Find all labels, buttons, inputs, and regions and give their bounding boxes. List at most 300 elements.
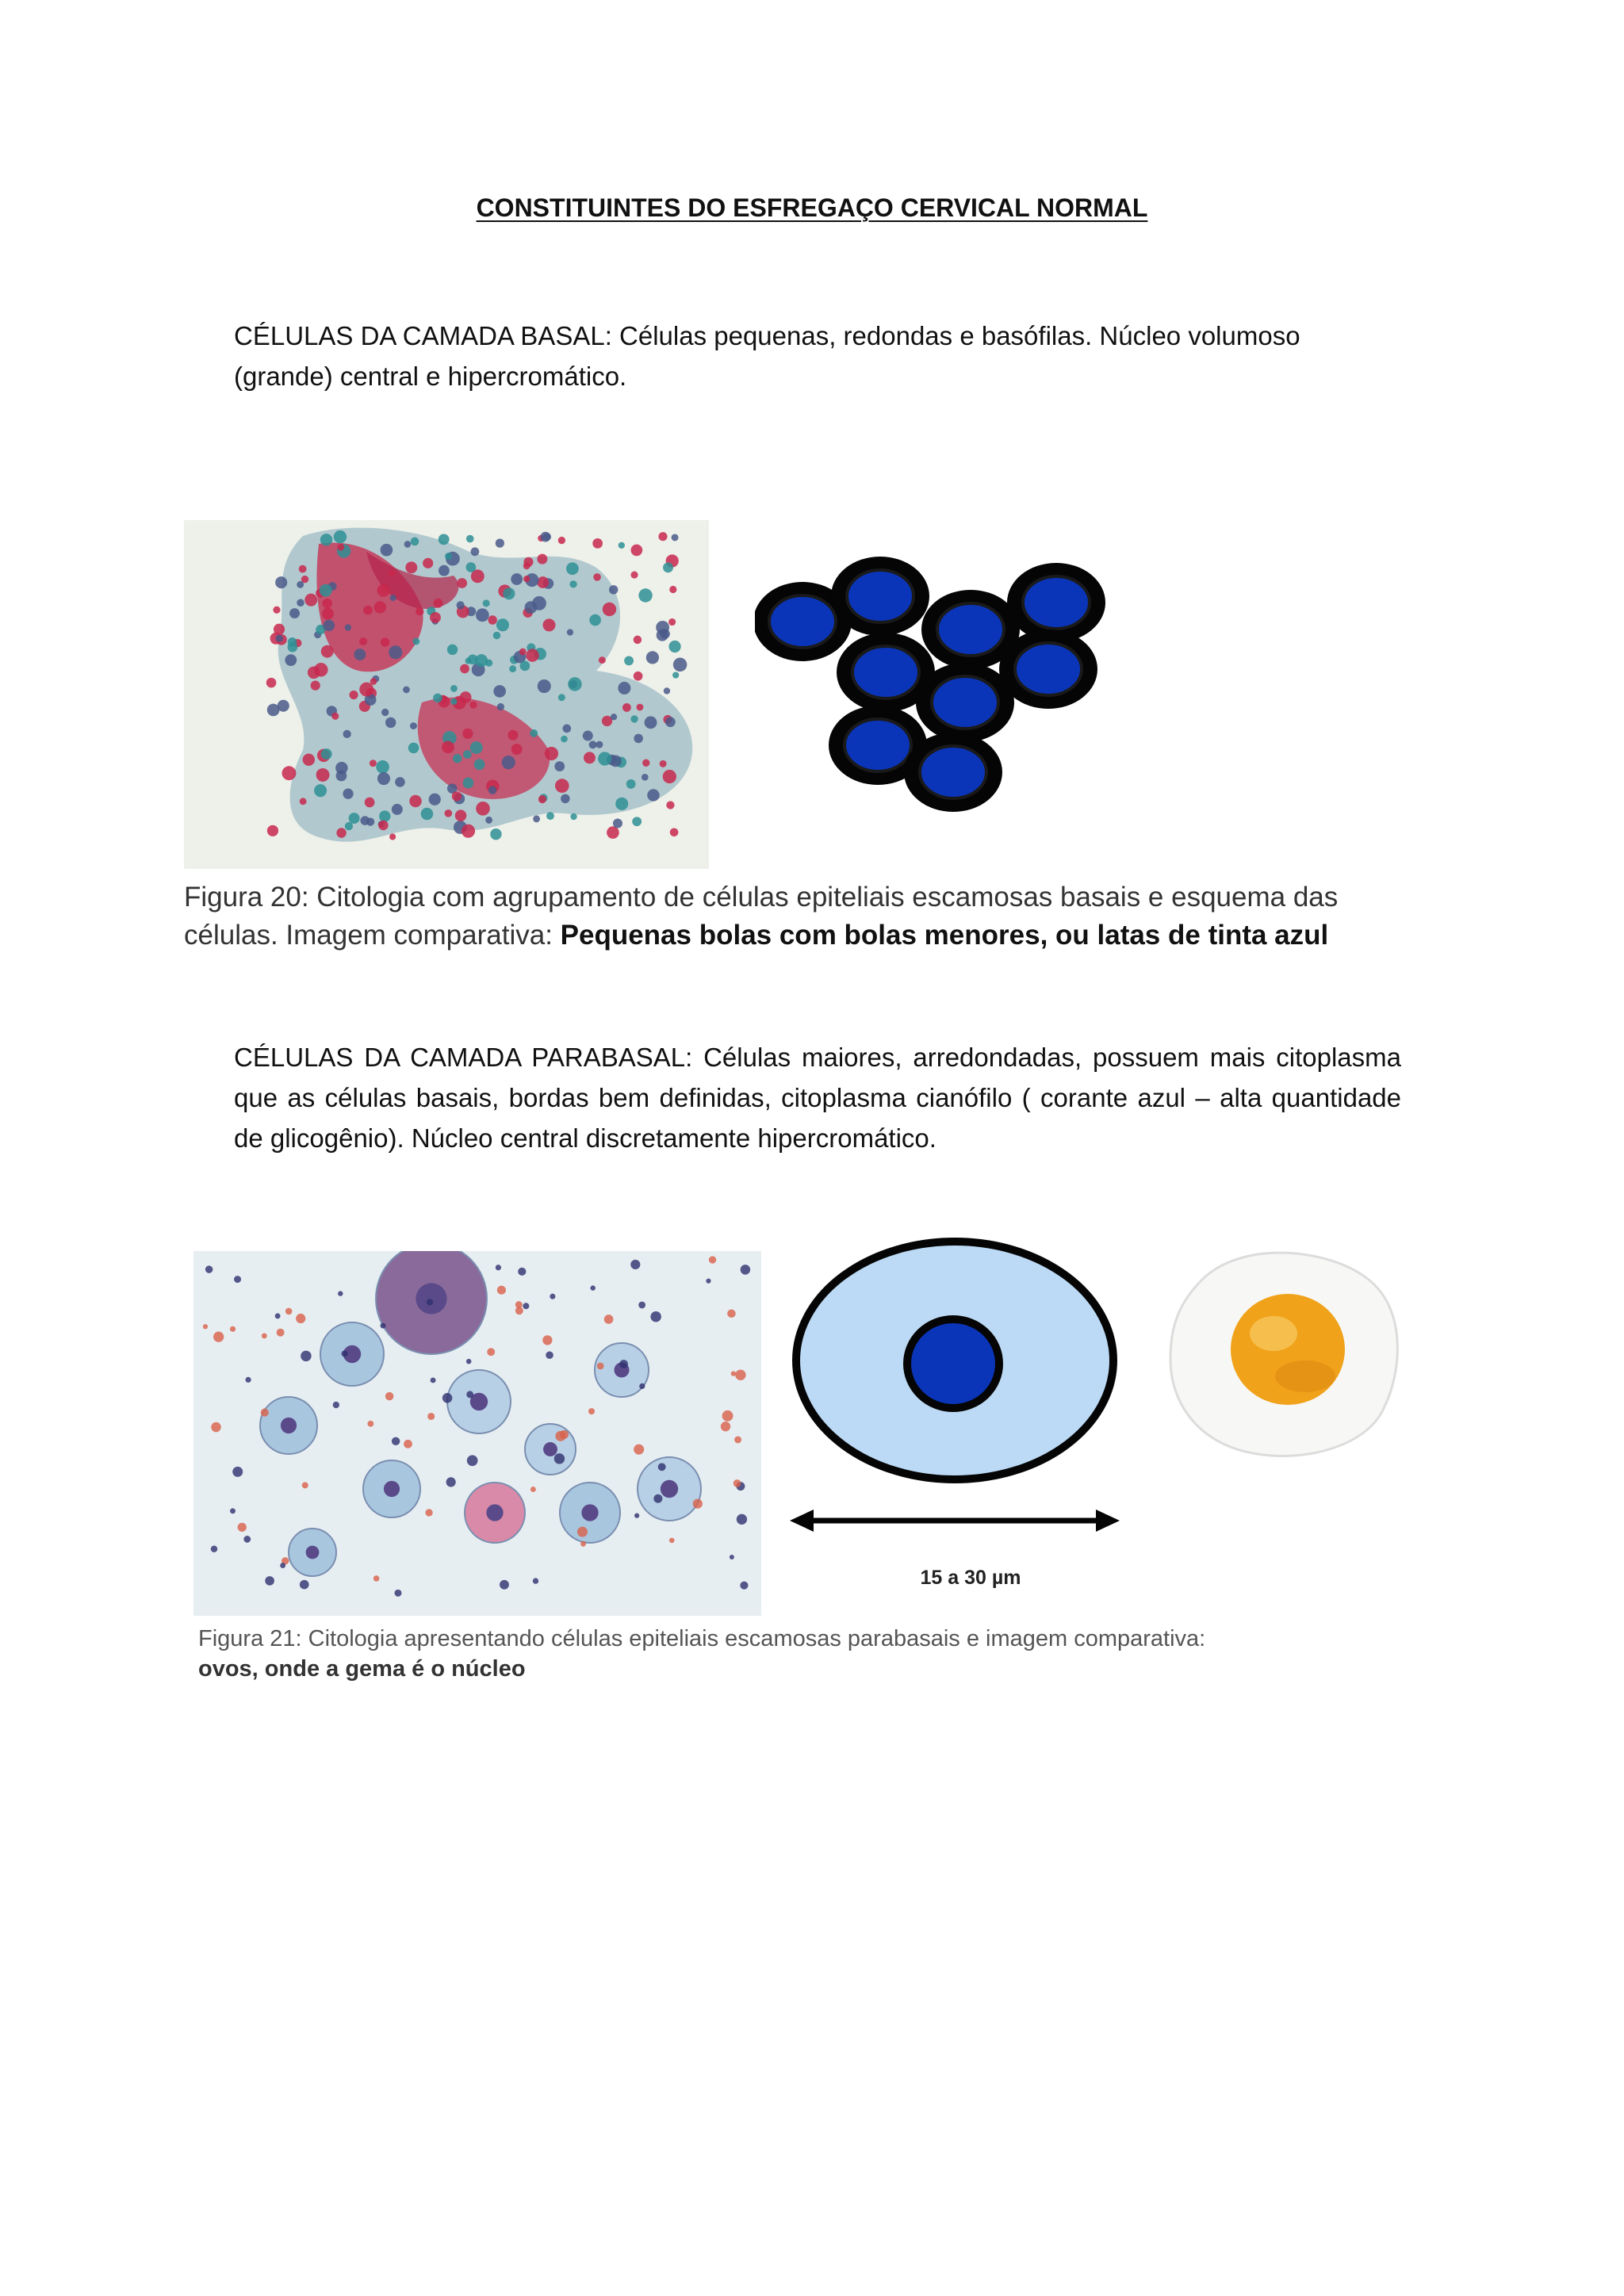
inflammatory-cell-dot — [446, 1477, 456, 1487]
stained-cell-dot — [490, 828, 501, 840]
inflammatory-cell-dot — [380, 1323, 385, 1329]
stained-cell-dot — [663, 770, 676, 783]
stained-cell-dot — [523, 562, 530, 569]
stained-cell-dot — [493, 632, 501, 640]
parabasal-cell-schematic — [780, 1227, 1129, 1560]
stained-cell-dot — [476, 608, 489, 622]
stained-cell-dot — [370, 760, 377, 767]
inflammatory-cell-dot — [234, 1276, 241, 1283]
inflammatory-cell-dot — [394, 1590, 401, 1597]
stained-cell-dot — [439, 534, 450, 545]
inflammatory-cell-dot — [580, 1541, 586, 1547]
stained-cell-dot — [554, 761, 565, 771]
inflammatory-cell-dot — [285, 1308, 293, 1315]
stained-cell-dot — [453, 754, 462, 763]
stained-cell-dot — [321, 748, 332, 760]
stained-cell-dot — [316, 768, 330, 782]
inflammatory-cell-dot — [238, 1523, 247, 1532]
stained-cell-dot — [389, 645, 402, 659]
stained-cell-dot — [561, 794, 570, 804]
inflammatory-cell-dot — [693, 1499, 703, 1509]
inflammatory-cell-dot — [341, 1350, 347, 1357]
inflammatory-cell-dot — [523, 1303, 529, 1309]
basal-cytology-micrograph — [184, 520, 709, 869]
stained-cell-dot — [622, 703, 631, 712]
stained-cell-dot — [611, 714, 617, 720]
stained-cell-dot — [450, 698, 457, 705]
basal-cell-nucleus — [932, 676, 998, 729]
stained-cell-dot — [493, 685, 506, 698]
inflammatory-cell-dot — [735, 1370, 745, 1380]
stained-cell-dot — [267, 825, 278, 836]
stained-cell-dot — [411, 538, 419, 546]
stained-cell-dot — [304, 594, 317, 607]
stained-cell-dot — [631, 545, 643, 557]
page-title: CONSTITUINTES DO ESFREGAÇO CERVICAL NORMAL — [476, 193, 1148, 222]
inflammatory-cell-dot — [597, 1363, 604, 1370]
inflammatory-cell-dot — [467, 1455, 478, 1466]
stained-cell-dot — [434, 599, 443, 608]
stained-cell-dot — [331, 713, 339, 720]
stained-cell-dot — [470, 547, 479, 556]
stained-cell-dot — [634, 672, 643, 681]
stained-cell-dot — [345, 822, 353, 830]
stained-cell-dot — [658, 532, 667, 541]
inflammatory-cell-dot — [542, 1335, 552, 1345]
stained-cell-dot — [668, 641, 680, 652]
inflammatory-cell-dot — [733, 1479, 741, 1487]
stained-cell-dot — [619, 542, 625, 549]
stained-cell-dot — [421, 808, 434, 821]
inflammatory-cell-dot — [590, 1285, 595, 1290]
stained-cell-dot — [378, 821, 388, 830]
stained-cell-dot — [558, 537, 565, 544]
stained-cell-dot — [343, 730, 350, 738]
parabasal-cell-nucleus — [486, 1504, 503, 1521]
stained-cell-dot — [392, 804, 403, 815]
stained-cell-dot — [447, 645, 458, 655]
stained-cell-dot — [297, 599, 304, 607]
inflammatory-cell-dot — [301, 1351, 311, 1361]
inflammatory-cell-dot — [203, 1324, 208, 1329]
stained-cell-dot — [439, 565, 450, 576]
stained-cell-dot — [289, 608, 300, 618]
stained-cell-dot — [642, 760, 649, 767]
stained-cell-dot — [589, 614, 601, 626]
stained-cell-dot — [589, 740, 597, 748]
stained-cell-dot — [483, 599, 490, 607]
stained-cell-dot — [462, 729, 473, 739]
stained-cell-dot — [592, 538, 603, 549]
inflammatory-cell-dot — [392, 1437, 400, 1445]
stained-cell-dot — [335, 762, 348, 775]
figure-20-caption — [184, 878, 1437, 955]
stained-cell-dot — [599, 656, 606, 664]
stained-cell-dot — [334, 530, 347, 543]
stained-cell-dot — [288, 637, 297, 646]
inflammatory-cell-dot — [653, 1494, 662, 1503]
stained-cell-dot — [596, 741, 603, 748]
stained-cell-dot — [474, 759, 485, 770]
stained-cell-dot — [455, 809, 467, 821]
stained-cell-dot — [598, 752, 611, 765]
inflammatory-cell-dot — [727, 1310, 736, 1318]
stained-cell-dot — [423, 558, 433, 568]
basal-cell-nucleus — [1015, 643, 1082, 695]
stained-cell-dot — [561, 736, 568, 743]
stained-cell-dot — [337, 544, 344, 551]
stained-cell-dot — [497, 703, 504, 710]
inflammatory-cell-dot — [706, 1279, 710, 1284]
stained-cell-dot — [275, 634, 282, 641]
stained-cell-dot — [433, 694, 442, 703]
stained-cell-dot — [336, 828, 346, 837]
stained-cell-dot — [320, 584, 332, 597]
parabasal-cell-nucleus — [661, 1480, 678, 1498]
stained-cell-dot — [533, 815, 540, 822]
stained-cell-dot — [463, 750, 472, 759]
stained-cell-dot — [445, 553, 452, 560]
stained-cell-dot — [273, 607, 280, 614]
inflammatory-cell-dot — [546, 1351, 553, 1359]
stained-cell-dot — [360, 816, 370, 825]
stained-cell-dot — [457, 578, 467, 588]
stained-cell-dot — [537, 554, 547, 564]
stained-cell-dot — [285, 654, 297, 666]
inflammatory-cell-dot — [230, 1508, 236, 1513]
stained-cell-dot — [502, 756, 515, 769]
inflammatory-cell-dot — [300, 1580, 309, 1590]
stained-cell-dot — [631, 572, 638, 579]
stained-cell-dot — [663, 562, 673, 572]
stained-cell-dot — [349, 691, 358, 699]
inflammatory-cell-dot — [740, 1582, 748, 1590]
inflammatory-cell-dot — [497, 1286, 506, 1295]
inflammatory-cell-dot — [333, 1402, 339, 1408]
inflammatory-cell-dot — [277, 1329, 285, 1337]
stained-cell-dot — [488, 786, 497, 794]
basal-cell-nucleus — [1023, 576, 1090, 629]
stained-cell-dot — [569, 580, 576, 587]
stained-cell-dot — [359, 683, 373, 697]
stained-cell-dot — [583, 731, 593, 741]
stained-cell-dot — [376, 760, 389, 774]
stained-cell-dot — [385, 718, 396, 728]
inflammatory-cell-dot — [669, 1538, 675, 1544]
inflammatory-cell-dot — [487, 1348, 495, 1356]
stained-cell-dot — [570, 813, 576, 820]
inflammatory-cell-dot — [722, 1410, 733, 1422]
stained-cell-dot — [389, 569, 396, 576]
inflammatory-cell-dot — [425, 1509, 432, 1516]
stained-cell-dot — [610, 755, 622, 767]
stained-cell-dot — [567, 629, 573, 635]
stained-cell-dot — [630, 715, 638, 722]
inflammatory-cell-dot — [518, 1268, 526, 1276]
stained-cell-dot — [354, 649, 366, 660]
stained-cell-dot — [638, 588, 652, 602]
stained-cell-dot — [303, 753, 315, 765]
inflammatory-cell-dot — [630, 1260, 640, 1269]
stained-cell-dot — [645, 716, 657, 729]
inflammatory-cell-dot — [533, 1578, 538, 1583]
stained-cell-dot — [546, 812, 554, 820]
stained-cell-dot — [377, 584, 390, 596]
inflammatory-cell-dot — [500, 1580, 509, 1590]
stained-cell-dot — [672, 534, 679, 541]
stained-cell-dot — [618, 682, 630, 695]
stained-cell-dot — [558, 694, 565, 701]
stained-cell-dot — [314, 784, 327, 797]
inflammatory-cell-dot — [302, 1482, 308, 1488]
stained-cell-dot — [672, 672, 679, 678]
basal-cell-nucleus — [769, 595, 836, 648]
basal-cell-nucleus — [852, 646, 919, 698]
stained-cell-dot — [540, 532, 550, 542]
stained-cell-dot — [321, 645, 334, 658]
parabasal-cell-nucleus — [306, 1546, 320, 1559]
stained-cell-dot — [275, 576, 287, 588]
stained-cell-dot — [532, 596, 546, 610]
stained-cell-dot — [520, 661, 530, 672]
stained-cell-dot — [668, 618, 676, 626]
stained-cell-dot — [389, 833, 396, 840]
stained-cell-dot — [430, 612, 441, 623]
stained-cell-dot — [429, 794, 441, 806]
basal-cell-nucleus — [937, 603, 1004, 656]
figure-21-caption-text: Figura 21: Citologia apresentando células epiteliais escamosas parabasais e imagem comparativa: — [198, 1626, 1206, 1651]
inflammatory-cell-dot — [373, 1575, 380, 1582]
stained-cell-dot — [297, 581, 304, 588]
inflammatory-cell-dot — [213, 1332, 224, 1342]
stained-cell-dot — [469, 702, 477, 709]
stained-cell-dot — [488, 615, 496, 624]
stained-cell-dot — [657, 629, 668, 641]
inflammatory-cell-dot — [619, 1360, 628, 1368]
inflammatory-cell-dot — [431, 1377, 436, 1383]
stained-cell-dot — [634, 636, 642, 644]
parabasal-cell-nucleus — [581, 1504, 598, 1521]
stained-cell-dot — [615, 798, 628, 810]
stained-cell-dot — [320, 534, 332, 545]
stained-cell-dot — [452, 791, 462, 801]
stained-cell-dot — [607, 826, 619, 839]
inflammatory-cell-dot — [427, 1299, 433, 1305]
inflammatory-cell-dot — [296, 1314, 305, 1323]
stained-cell-dot — [545, 747, 558, 760]
inflammatory-cell-dot — [741, 1265, 750, 1274]
stained-cell-dot — [503, 587, 515, 599]
parabasal-cell-nucleus — [416, 1283, 446, 1314]
stained-cell-dot — [345, 624, 351, 630]
inflammatory-cell-dot — [442, 1393, 453, 1403]
stained-cell-dot — [311, 681, 320, 691]
stained-cell-dot — [646, 651, 659, 664]
stained-cell-dot — [609, 585, 618, 594]
stained-cell-dot — [511, 573, 523, 585]
stained-cell-dot — [530, 729, 538, 737]
inflammatory-cell-dot — [730, 1555, 734, 1559]
stained-cell-dot — [416, 607, 423, 615]
inflammatory-cell-dot — [211, 1422, 221, 1433]
inflammatory-cell-dot — [731, 1371, 736, 1376]
inflammatory-cell-dot — [338, 1291, 343, 1295]
inflammatory-cell-dot — [385, 1392, 394, 1401]
inflammatory-cell-dot — [245, 1377, 251, 1383]
stained-cell-dot — [377, 772, 390, 785]
stained-cell-dot — [566, 562, 579, 575]
stained-cell-dot — [603, 603, 616, 616]
stained-cell-dot — [669, 586, 676, 593]
stained-cell-dot — [300, 798, 307, 805]
stained-cell-dot — [584, 752, 596, 763]
stained-cell-dot — [349, 813, 360, 824]
inflammatory-cell-dot — [560, 1430, 569, 1439]
inflammatory-cell-dot — [243, 1536, 251, 1543]
stained-cell-dot — [538, 679, 551, 693]
stained-cell-dot — [476, 802, 490, 816]
stained-cell-dot — [390, 595, 396, 601]
stained-cell-dot — [266, 678, 277, 688]
stained-cell-dot — [526, 649, 538, 661]
stained-cell-dot — [647, 789, 659, 801]
inflammatory-cell-dot — [265, 1576, 274, 1586]
stained-cell-dot — [537, 576, 549, 588]
stained-cell-dot — [665, 717, 676, 727]
stained-cell-dot — [543, 618, 556, 631]
stained-cell-dot — [508, 730, 518, 740]
stained-cell-dot — [624, 656, 634, 665]
stained-cell-dot — [379, 810, 390, 821]
stained-cell-dot — [496, 618, 509, 631]
stained-cell-dot — [555, 779, 569, 793]
stained-cell-dot — [365, 798, 375, 808]
parabasal-cytology-micrograph — [193, 1251, 761, 1616]
stained-cell-dot — [395, 777, 405, 787]
inflammatory-cell-dot — [496, 1265, 501, 1270]
stained-cell-dot — [519, 649, 527, 656]
inflammatory-cell-dot — [554, 1453, 565, 1464]
figure-20-caption-text: Figura 20: Citologia com agrupamento de células epiteliais escamosas basais e esquema das células. Imagem comparativa: — [184, 882, 1339, 951]
stained-cell-dot — [322, 608, 334, 620]
inflammatory-cell-dot — [205, 1265, 213, 1272]
scale-label: 15 a 30 µm — [920, 1567, 1021, 1589]
stained-cell-dot — [466, 535, 474, 543]
stained-cell-dot — [463, 778, 474, 789]
inflammatory-cell-dot — [530, 1487, 536, 1492]
stained-cell-dot — [409, 795, 421, 807]
stained-cell-dot — [322, 599, 332, 609]
inflammatory-cell-dot — [658, 1463, 666, 1471]
stained-cell-dot — [381, 637, 389, 646]
inflammatory-cell-dot — [466, 1391, 473, 1398]
inflammatory-cell-dot — [262, 1333, 267, 1338]
stained-cell-dot — [405, 561, 417, 573]
inflammatory-cell-dot — [639, 1383, 645, 1389]
inflammatory-cell-dot — [634, 1513, 639, 1518]
stained-cell-dot — [460, 664, 469, 674]
stained-cell-dot — [408, 743, 419, 754]
stained-cell-dot — [324, 620, 335, 631]
basal-layer-paragraph: CÉLULAS DA CAMADA BASAL: Células pequenas, redondas e basófilas. Núcleo volumoso (grande) central e hipercromático. — [234, 321, 1300, 391]
inflammatory-cell-dot — [427, 1413, 435, 1420]
stained-cell-dot — [468, 654, 478, 664]
stained-cell-dot — [666, 801, 674, 809]
stained-cell-dot — [450, 685, 458, 692]
figure-21-caption — [198, 1624, 1388, 1684]
basal-cell-schematic — [755, 544, 1151, 845]
stained-cell-dot — [370, 678, 377, 685]
inflammatory-cell-dot — [734, 1436, 741, 1443]
stained-cell-dot — [381, 544, 393, 557]
stained-cell-dot — [363, 606, 373, 615]
stained-cell-dot — [670, 828, 679, 836]
basal-cell-nucleus — [845, 719, 911, 771]
stained-cell-dot — [568, 677, 582, 691]
stained-cell-dot — [509, 665, 516, 672]
stained-cell-dot — [634, 734, 643, 744]
inflammatory-cell-dot — [261, 1409, 269, 1417]
basal-cell-nucleus — [847, 570, 914, 622]
stained-cell-dot — [673, 658, 688, 672]
inflammatory-cell-dot — [634, 1445, 644, 1455]
inflammatory-cell-dot — [737, 1514, 747, 1525]
stained-cell-dot — [410, 722, 417, 729]
stained-cell-dot — [308, 667, 320, 679]
inflammatory-cell-dot — [367, 1421, 373, 1427]
stained-cell-dot — [460, 691, 472, 703]
stained-cell-dot — [562, 725, 571, 733]
stained-cell-dot — [664, 687, 670, 694]
stained-cell-dot — [457, 601, 465, 609]
inflammatory-cell-dot — [211, 1545, 217, 1552]
stained-cell-dot — [404, 541, 412, 548]
inflammatory-cell-dot — [650, 1311, 661, 1322]
stained-cell-dot — [642, 774, 649, 781]
inflammatory-cell-dot — [466, 1359, 472, 1364]
stained-cell-dot — [343, 789, 353, 799]
figure-20-caption-bold: Pequenas bolas com bolas menores, ou latas de tinta azul — [560, 920, 1329, 951]
figure-20 — [184, 520, 1437, 956]
stained-cell-dot — [466, 562, 477, 572]
stained-cell-dot — [403, 687, 410, 694]
parabasal-layer-paragraph: CÉLULAS DA CAMADA PARABASAL: Células maiores, arredondadas, possuem mais citoplasma que as células basais, bordas bem definidas, citoplasma cianófilo ( corante azul – alta quantidade de glicogênio). Núcleo central discretamente hipercromático. — [234, 1043, 1401, 1153]
inflammatory-cell-dot — [577, 1527, 588, 1537]
stained-cell-dot — [523, 576, 530, 582]
stained-cell-dot — [593, 573, 601, 581]
stained-cell-dot — [538, 795, 546, 803]
inflammatory-cell-dot — [230, 1326, 236, 1332]
inflammatory-cell-dot — [588, 1408, 595, 1414]
stained-cell-dot — [511, 744, 523, 755]
stained-cell-dot — [470, 741, 483, 754]
inflammatory-cell-dot — [280, 1563, 285, 1568]
stained-cell-dot — [412, 638, 419, 645]
inflammatory-cell-dot — [275, 1313, 281, 1318]
inflammatory-cell-dot — [709, 1256, 716, 1263]
stained-cell-dot — [626, 779, 636, 789]
stained-cell-dot — [374, 601, 386, 613]
fried-egg-image — [1155, 1240, 1408, 1478]
stained-cell-dot — [613, 818, 622, 828]
inflammatory-cell-dot — [404, 1440, 412, 1448]
stained-cell-dot — [267, 704, 280, 717]
stained-cell-dot — [485, 817, 492, 824]
stained-cell-dot — [282, 766, 296, 780]
stained-cell-dot — [299, 565, 307, 573]
stained-cell-dot — [462, 825, 475, 838]
stained-cell-dot — [359, 637, 367, 645]
